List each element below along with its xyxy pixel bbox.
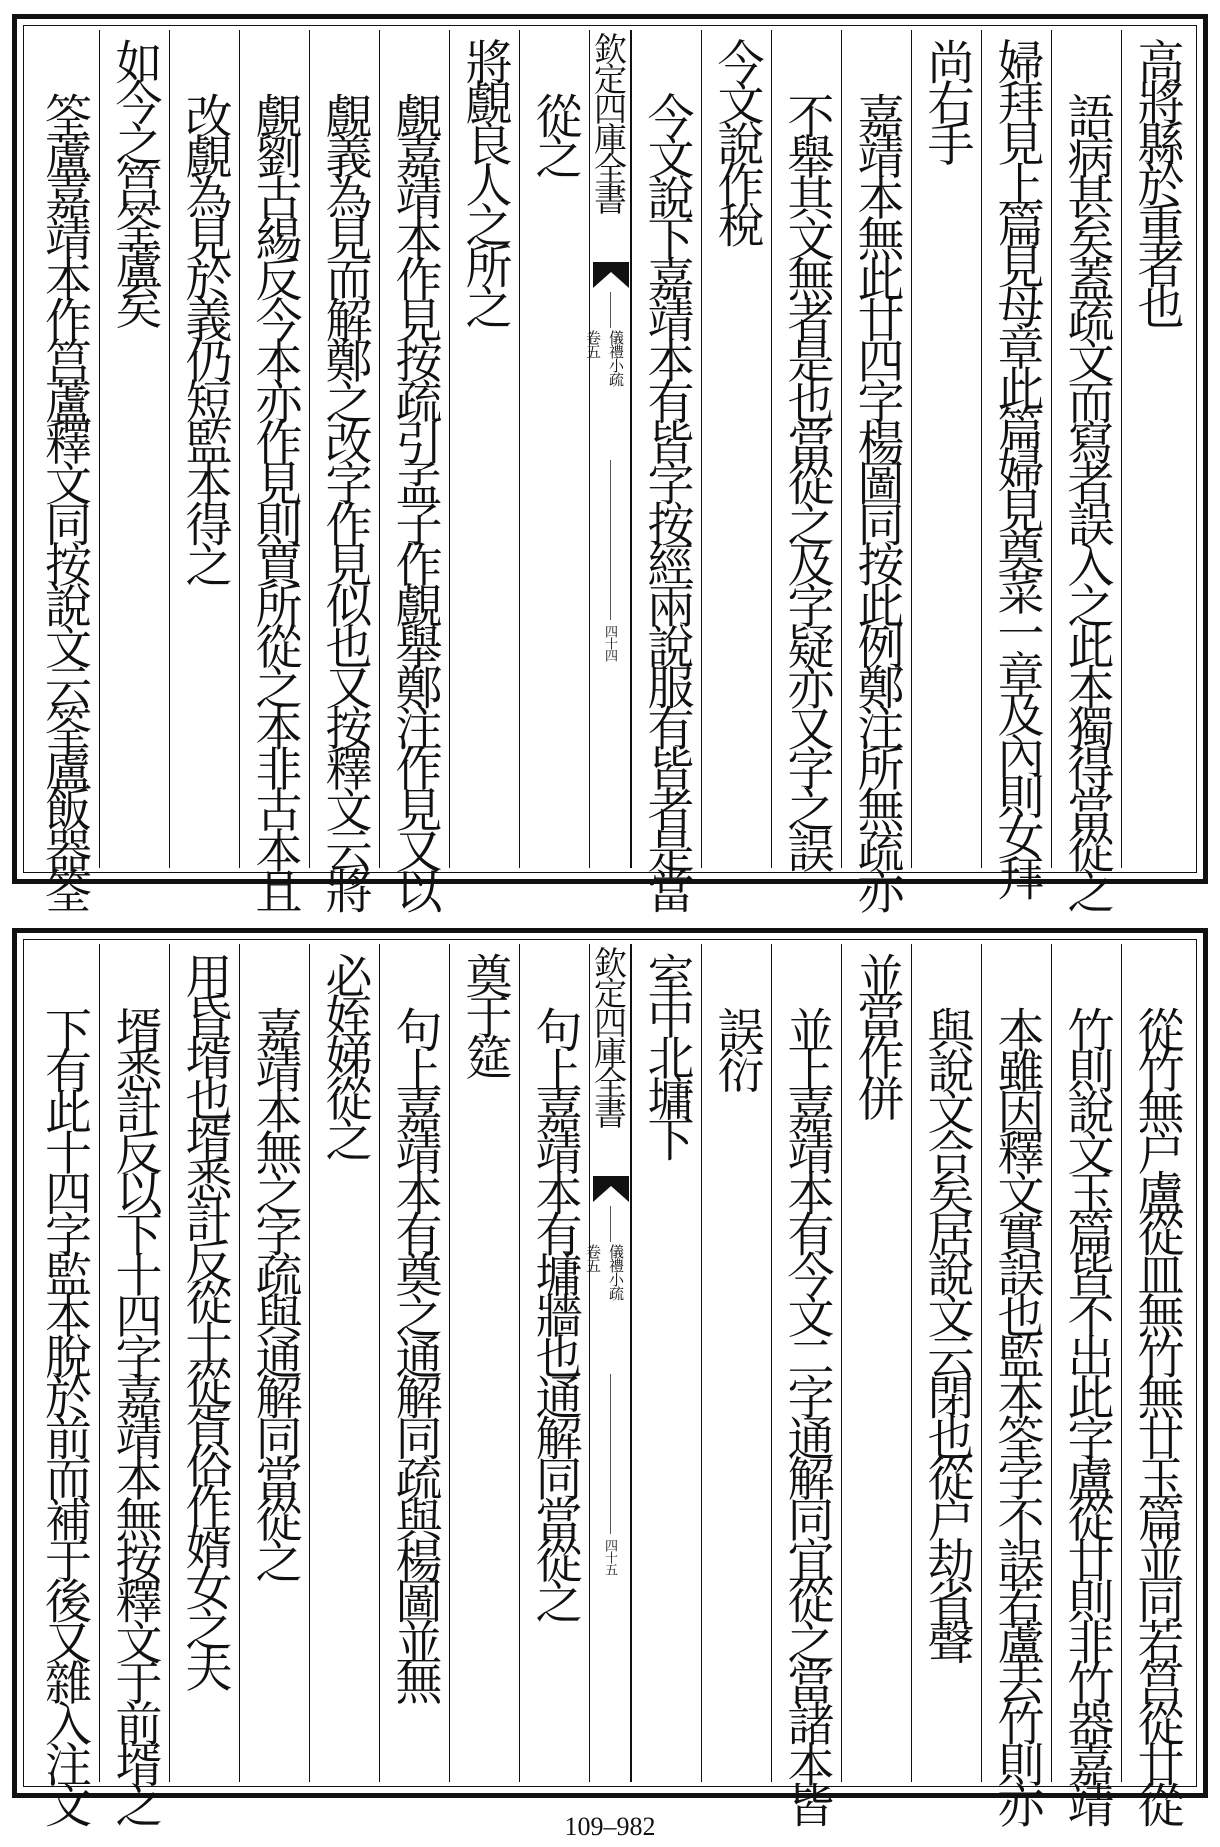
lower-folio [12,928,1208,1823]
sub-title-block [584,330,627,386]
juan-label: 卷五 [584,1244,602,1272]
text-column [449,30,519,868]
column-text: 覻義為見而解鄭之改字作見似也又按釋文云將 [317,92,373,909]
text-column [841,944,911,1782]
book-title: 欽定四庫全書 [589,32,628,212]
center-fold-margin [584,944,631,1782]
column-text: 室中北墉下 [639,952,695,1157]
text-column [631,944,701,1782]
fish-tail-mark-icon [593,1176,629,1202]
fold-rule [610,1374,611,1534]
column-text: 必姪娣從之 [317,952,373,1157]
column-text: 誤衍 [709,1006,765,1088]
column-text: 本雖因釋文實誤也監本筌字不誤若蘆去竹則亦 [989,1006,1045,1823]
text-column [99,944,169,1823]
text-column [911,944,981,1782]
text-column [841,30,911,909]
sub-title-block [584,1244,627,1300]
plate-number: 109–982 [564,1812,656,1841]
text-column [1121,30,1191,868]
column-text: 覻嘉靖本作見按疏引孟子作覻舉鄭注作見又以 [387,92,443,909]
column-text: 尚右手 [919,38,975,161]
sub-title: 儀禮小疏 [607,1244,625,1300]
center-fold-margin [584,30,631,868]
column-text: 高將縣於重者也 [1129,38,1185,324]
column-text: 用昏壻也壻悉計反從士從胥俗作婿女之夫 [177,952,233,1687]
column-text: 奠于筵 [457,952,513,1075]
text-column [379,944,449,1782]
text-column [29,30,99,909]
text-column [379,30,449,909]
text-columns [29,30,1191,909]
text-column [239,30,309,909]
column-text: 與說文合矣居說文云閉也從户劫省聲 [919,1006,975,1659]
column-text: 如今之筥筌蘆矣 [107,38,163,324]
column-text: 壻悉計反以下十四字嘉靖本無按釋文于前壻之 [107,1006,163,1823]
column-text: 句上嘉靖本有墉牆也通解同當從之 [527,1006,583,1619]
text-column [1121,944,1191,1823]
column-text: 今文說作稅 [709,38,765,243]
column-text: 從竹無户盧從皿無竹無廿玉篇並同若筥從廿從 [1129,1006,1185,1823]
text-column [99,30,169,868]
text-column [771,30,841,868]
sub-title: 儀禮小疏 [607,330,625,386]
column-text: 覻劉古緆反今本亦作見則賈所從之本非古本且 [247,92,303,909]
book-title: 欽定四庫全書 [589,946,628,1126]
fold-rule [610,460,611,620]
text-column [1051,944,1121,1823]
text-column [29,944,99,1823]
column-text: 句上嘉靖本有奠之通解同疏與楊圖並無 [387,1006,443,1700]
text-column [519,944,589,1782]
column-text: 嘉靖本無此廿四字楊圖同按此例鄭注所無疏亦 [849,92,905,909]
column-text: 嘉靖本無之字疏與通解同當從之 [247,1006,303,1578]
text-column [911,30,981,868]
text-column [1051,30,1121,909]
column-text: 並當作併 [849,952,905,1116]
text-column [981,30,1051,895]
column-text: 今文說下嘉靖本有皆字按經兩說服有皆者是當 [639,92,695,909]
column-text: 改覻為見於義仍短監本得之 [177,92,233,582]
fish-tail-mark-icon [593,262,629,288]
column-text: 竹則說文玉篇皆不出此字盧從廿則非竹器嘉靖 [1059,1006,1115,1823]
column-text: 筌蘆嘉靖本作筥蘆釋文同按說文云筌盧飯器筌 [37,92,92,909]
fold-rule [610,1206,611,1242]
text-column [239,944,309,1782]
juan-label: 卷五 [584,330,602,358]
text-columns [29,944,1191,1823]
text-column [701,30,771,868]
text-column [981,944,1051,1823]
upper-folio [12,14,1208,909]
column-text: 下有此十四字監本脫於前而補于後又雜入注文 [37,1006,92,1823]
leaf-number: 四十五 [602,1539,617,1575]
text-column [701,944,771,1782]
column-text: 將覻良人之所之 [457,38,513,324]
text-column [631,30,701,909]
text-column [309,944,379,1782]
text-column [169,30,239,868]
column-text: 婦拜見上篇見母章此篇婦見奠菜一章及內則女拜 [989,38,1045,895]
leaf-number: 四十四 [602,625,617,661]
column-text: 不舉其文無者是也當從之及字疑亦又字之誤 [779,92,835,868]
text-column [169,944,239,1782]
text-column [519,30,589,868]
text-column [771,944,841,1823]
fold-rule [610,292,611,328]
text-column [449,944,519,1782]
column-text: 從之 [527,92,583,174]
column-text: 語病甚矣蓋疏文而寫者誤入之此本獨得當從之 [1059,92,1115,909]
text-column [309,30,379,909]
column-text: 並上嘉靖本有今文二字通解同宜從之當諸本皆 [779,1006,835,1823]
